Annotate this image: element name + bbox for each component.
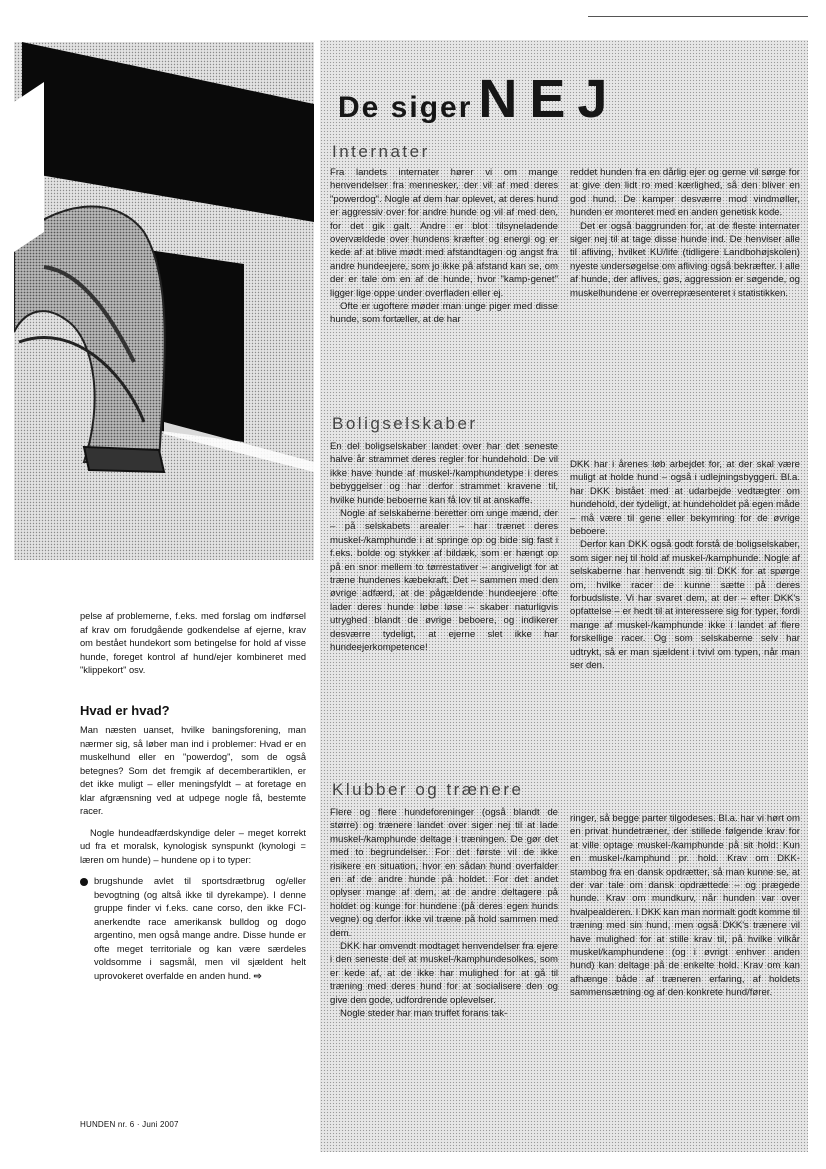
section-boligselskaber-left — [330, 440, 558, 655]
paragraph: DKK har i årenes løb arbejdet for, at der skal være muligt at holde hund – også i udlejningsbyggeri. Bl.a. har DKK bistået med at udarbejde vedtægter om hundehold, der tydeligt, at hundeholdet på egen måde – må være til gene eller bekymring for de øvrige beboere. — [570, 459, 800, 538]
dog-paw — [84, 447, 164, 472]
top-rule — [588, 16, 808, 17]
paragraph: Derfor kan DKK også godt forstå de boligselskaber, som siger nej til hold af muskel-/kamphunde. Nogle af selskaberne har henvendt sig til DKK for at spørge om, hvilke racer de kunne sætte på deres forbudsliste. Vi har svaret dem, at der – efter DKK's opfattelse – er hedt til at interessere sig for typer, fordi mange af muskel-/kamphunde ikke i landet af flere forskellige racer. Og som selskaberne selv har udtrykt, så er man sjældent i tvivl om typen, når man ser den. — [570, 539, 800, 672]
section-title-boligselskaber: Boligselskaber — [332, 414, 478, 433]
bullet-item — [80, 875, 306, 983]
paragraph: ringer, så begge parter tilgodeses. Bl.a. har vi hørt om en privat hundetræner, der stillede følgende krav for at ville optage muskel-/kamphunde på sit hold: Kun en muskel-/kamphund pr. hold. Krav om DKK-stambog fra en dansk opdrætter, så man kunne se, at der var tale om dansk opdrættede – og prægede hunde. Krav om mundkurv, når hunden var over hvalpealderen. I DKK kan man normalt godt komme til træning med sin hund, men også DKK's trænere vil have mulighed for at stille krav til, på hvilke vilkår muskel/kamphundene (og i øvrigt enhver anden hund) kan deltage på de enkelte hold. Krav om kan afhænge både af træneren erfaring, af holdets sammensætning og af den konkrete hund/fører. — [570, 813, 800, 999]
section-title-internater: Internater — [332, 142, 430, 161]
paragraph: Nogle af selskaberne beretter om unge mænd, der – på selskabets arealer – har trænet deres muskel-/kamphunde i at springe op og bide sig fast i f.eks. bolde og stykker af bildæk, som er hængt op på en snor mellem to tørrestativer – angiveligt for at træne hundenes kæbekraft. Det – sammen med den øvrige adfærd, at de pågældende hundeejere ofte lader deres hunde løbe løse – skaber naturligvis utryghed blandt de øvrige beboere, og indikerer desværre tydeligt, at ejerne slet ikke har hundeejerkompetence! — [330, 508, 558, 654]
paragraph: En del boligselskaber landet over har det seneste halve år strammet deres regler for hundehold. De vil ikke have hunde af muskel-/kamphundetype i deres bebyggelser og har derfor strammet kravene til, hvilke hunde beboerne kan få lov til at anskaffe. — [330, 441, 558, 506]
paragraph: Det er også baggrunden for, at de fleste internater siger nej til at tage disse hunde ind. De henviser alle til afliving, hvilket KU/life (tidligere Landbohøjskolen) nyeste undersøgelse om afliving også bekræfter. I alle af hunde, der aflives, gøs, aggression er søgende, og muskelhundene er overrepræsenteret i statistikken. — [570, 220, 800, 299]
headline-emphasis: NEJ — [478, 69, 620, 129]
article-headline — [338, 68, 619, 130]
section-klubber-right — [570, 812, 800, 1000]
subheading-hvad-er-hvad: Hvad er hvad? — [80, 702, 170, 718]
illustration-svg — [14, 42, 314, 560]
paragraph: Nogle steder har man truffet forans tak- — [340, 1008, 508, 1020]
end-arrow-icon: ⇨ — [253, 970, 262, 981]
paragraph: reddet hunden fra en dårlig ejer og gerne vil sørge for at give den lidt ro med kærlighed, så den bliver en god hund. De kamper desværre mod vindmøller, hunden er monteret med en anden genetisk kode. — [570, 167, 800, 219]
left-column — [80, 610, 306, 983]
page-footer: HUNDEN nr. 6 · Juni 2007 — [80, 1120, 179, 1129]
paragraph: Ofte er ugoftere møder man unge piger med disse hunde, som fortæller, at de har — [330, 301, 558, 326]
headline-prefix: De siger — [338, 91, 473, 124]
paragraph: Fra landets internater hører vi om mange henvendelser fra mennesker, der vil af med deres "powerdog". Nogle af dem har oplevet, at deres hund er aggressiv over for andre hunde og vil af med den, for det gik galt. Andre er blot tilsyneladende overvældede over hundens kræfter og energi og er kede af at blive mødt med afstandtagen og angst fra andre hundeejere, som jo ikke på afstand kan se, om der er tale om en af de hunde, hvor "kamp-genet" ligger lige oppe under overfladen eller ej. — [330, 167, 558, 299]
section-internater-left — [330, 166, 558, 327]
section-boligselskaber-right — [570, 458, 800, 673]
section-title-klubber: Klubber og trænere — [332, 780, 524, 799]
article-box — [320, 40, 808, 1152]
left-paragraph-2: Nogle hundeadfærdskyndige deler – meget korrekt ud fra et moralsk, kynologisk synspunkt (kynologi = læren om hunde) – hundene op i to typer: — [80, 827, 306, 865]
paragraph: Flere og flere hundeforeninger (også blandt de større) og trænere landet over siger nej til at lade muskel-/kamphunde deltage i træningen. De gør det med to begrundelser. For det første vil de ikke risikere en situation, hvor en sådan hund overfalder en af de andre hunde på holdet. For det andet oplyser mange af dem, at de andre deltagere på holdet og kunge for hundene (på deres egen hunds vegne) og derfor ikke vil træne på hold sammen med dem. — [330, 807, 558, 939]
intro-paragraph: pelse af problemerne, f.eks. med forslag om indførsel af krav om forudgående godkendelse af ejerne, krav om bestået hundekort som betingelse for hold af visse hunde, foreget kontrol af hund/ejer kombineret med "klippekort" osv. — [80, 611, 306, 675]
bullet-icon — [80, 878, 88, 886]
section-klubber-left — [330, 806, 558, 1021]
section-internater-right — [570, 166, 800, 300]
dog-illustration — [14, 42, 314, 560]
paragraph: DKK har omvendt modtaget henvendelser fra ejere i den seneste del at muskel-/kamphundesolkes, som er kede af, at de ikke har mulighed for at gå til træning med deres hund for at socialisere den og give den gode, udfordrende oplevelser. — [330, 941, 558, 1006]
left-paragraph-1: Man næsten uanset, hvilke baningsforening, man nærmer sig, så løber man ind i problemer: Hvad er en muskelhund eller en "powerdog", som de også betegnes? Som det fremgik af decemberartiklen, er det ikke muligt – eller meningsfyldt – at foretage en klar afgrænsning ved at udpege nogle få, bestemte racer. — [80, 725, 306, 816]
white-edge — [14, 82, 44, 252]
bullet-text: brugshunde avlet til sportsdrætbrug og/eller bevogtning (og altså ikke til dyrekampe). I denne gruppe finder vi f.eks. cane corso, den ikke FCI-anerkendte race amerikansk bulldog og dogo argentino, men også mange andre. Disse hunde er ofte meget territoriale og kan være særdeles voldsomme i sagsmål, men vil sjældent helt uprovokeret overfalde en anden hund. — [94, 876, 306, 981]
